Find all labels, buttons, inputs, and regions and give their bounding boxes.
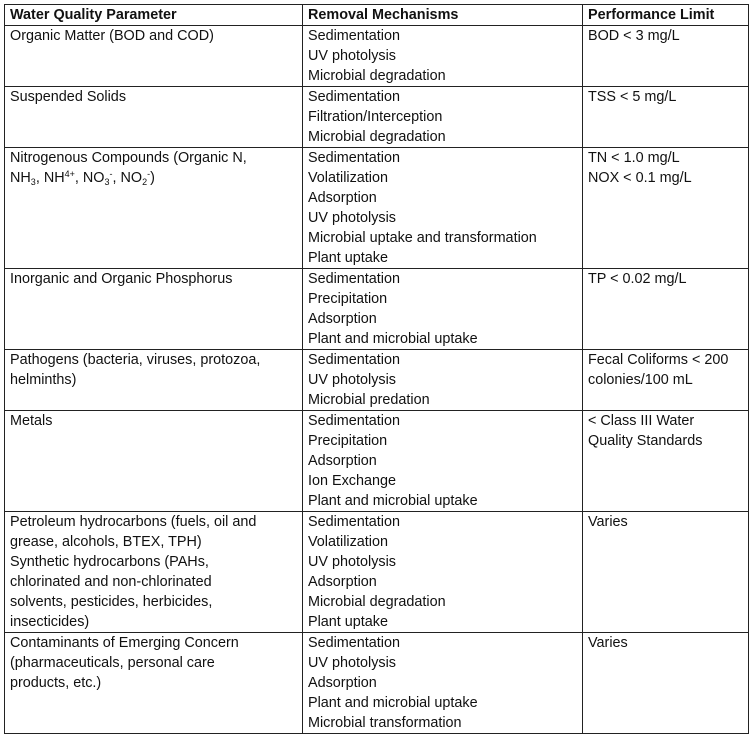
- parameter-text: insecticides): [10, 614, 90, 630]
- limit-cell: [583, 26, 749, 87]
- limit-text: NOX < 0.1 mg/L: [588, 170, 692, 186]
- mechanisms-cell: [303, 411, 583, 512]
- mechanism-item: Filtration/Interception: [308, 109, 443, 125]
- parameter-text: products, etc.): [10, 675, 102, 691]
- limit-text: TP < 0.02 mg/L: [588, 271, 687, 287]
- parameter-cell: [5, 350, 303, 411]
- mechanism-item: Adsorption: [308, 574, 377, 590]
- parameter-cell: [5, 269, 303, 350]
- mechanism-item: Plant uptake: [308, 250, 389, 266]
- mechanism-item: Adsorption: [308, 311, 377, 327]
- parameter-cell: [5, 633, 303, 734]
- mechanism-item: Volatilization: [308, 534, 388, 550]
- mechanisms-cell: [303, 26, 583, 87]
- parameter-text: Organic Matter (BOD and COD): [10, 28, 214, 44]
- limit-text: < Class III Water: [588, 413, 695, 429]
- no3-base: NO: [82, 170, 105, 186]
- table-row: [5, 269, 749, 350]
- mechanism-item: Plant and microbial uptake: [308, 331, 478, 347]
- mechanism-item: Adsorption: [308, 453, 377, 469]
- limit-cell: [583, 350, 749, 411]
- mechanisms-cell: [303, 512, 583, 633]
- mechanism-item: Volatilization: [308, 170, 388, 186]
- limit-cell: [583, 633, 749, 734]
- nh4-sup: 4+: [64, 169, 75, 179]
- table-row: [5, 411, 749, 512]
- limit-text: TN < 1.0 mg/L: [588, 150, 680, 166]
- table-row: [5, 87, 749, 148]
- mechanism-item: Microbial uptake and transformation: [308, 230, 537, 246]
- no2-sup: -: [147, 169, 151, 179]
- mechanisms-cell: [303, 350, 583, 411]
- mechanism-item: Adsorption: [308, 675, 377, 691]
- parameter-text: Pathogens (bacteria, viruses, protozoa,: [10, 352, 261, 368]
- parameter-text: chlorinated and non-chlorinated: [10, 574, 212, 590]
- separator: ,: [74, 170, 83, 186]
- mechanism-item: Sedimentation: [308, 635, 401, 651]
- limit-text: TSS < 5 mg/L: [588, 89, 677, 105]
- no3-sub: 3: [104, 177, 110, 187]
- parameter-cell: [5, 512, 303, 633]
- mechanisms-cell: [303, 633, 583, 734]
- mechanism-item: Sedimentation: [308, 89, 401, 105]
- mechanism-item: Sedimentation: [308, 271, 401, 287]
- mechanism-item: Sedimentation: [308, 150, 401, 166]
- limit-text: colonies/100 mL: [588, 372, 693, 388]
- nh4-base: NH: [43, 170, 65, 186]
- mechanism-item: Sedimentation: [308, 413, 401, 429]
- mechanism-item: Microbial degradation: [308, 129, 446, 145]
- mechanism-item: UV photolysis: [308, 210, 396, 226]
- mechanism-item: Plant and microbial uptake: [308, 695, 478, 711]
- parameter-chemical-formulas: [10, 168, 297, 188]
- separator: ,: [112, 170, 121, 186]
- parameter-text: Contaminants of Emerging Concern: [10, 635, 239, 651]
- mechanism-item: Plant uptake: [308, 614, 389, 630]
- mechanisms-cell: [303, 87, 583, 148]
- parameter-cell: [5, 148, 303, 269]
- mechanism-item: Precipitation: [308, 291, 388, 307]
- mechanism-item: Sedimentation: [308, 514, 401, 530]
- no3-sup: -: [109, 169, 113, 179]
- parameter-text: solvents, pesticides, herbicides,: [10, 594, 213, 610]
- parameter-text: Synthetic hydrocarbons (PAHs,: [10, 554, 209, 570]
- mechanism-item: Microbial transformation: [308, 715, 462, 731]
- mechanisms-cell: [303, 269, 583, 350]
- limit-cell: [583, 512, 749, 633]
- header-mechanisms: Removal Mechanisms: [303, 5, 583, 26]
- mechanism-item: UV photolysis: [308, 372, 396, 388]
- table-row: [5, 148, 749, 269]
- parameter-text: helminths): [10, 372, 77, 388]
- limit-text: Quality Standards: [588, 433, 703, 449]
- mechanism-item: Microbial predation: [308, 392, 430, 408]
- mechanism-item: Microbial degradation: [308, 594, 446, 610]
- header-limit: Performance Limit: [583, 5, 749, 26]
- mechanism-item: Plant and microbial uptake: [308, 493, 478, 509]
- mechanism-item: Sedimentation: [308, 352, 401, 368]
- water-quality-table: [4, 4, 749, 734]
- table-row: [5, 633, 749, 734]
- parameter-cell: [5, 26, 303, 87]
- mechanisms-cell: [303, 148, 583, 269]
- table-row: [5, 512, 749, 633]
- table-row: [5, 26, 749, 87]
- limit-text: Varies: [588, 514, 628, 530]
- nh3-sub: 3: [30, 177, 36, 187]
- limit-cell: [583, 87, 749, 148]
- no2-base: NO: [120, 170, 143, 186]
- mechanism-item: UV photolysis: [308, 48, 396, 64]
- limit-cell: [583, 411, 749, 512]
- table-header-row: [5, 5, 749, 26]
- parameter-cell: [5, 411, 303, 512]
- parameter-text: Inorganic and Organic Phosphorus: [10, 271, 233, 287]
- parameter-text: Petroleum hydrocarbons (fuels, oil and: [10, 514, 257, 530]
- limit-text: Fecal Coliforms < 200: [588, 352, 729, 368]
- limit-cell: [583, 148, 749, 269]
- parameter-text: (pharmaceuticals, personal care: [10, 655, 215, 671]
- limit-cell: [583, 269, 749, 350]
- parameter-text: Metals: [10, 413, 53, 429]
- no2-sub: 2: [142, 177, 148, 187]
- mechanism-item: Precipitation: [308, 433, 388, 449]
- parameter-text: grease, alcohols, BTEX, TPH): [10, 534, 202, 550]
- nh3-base: NH: [10, 170, 31, 186]
- limit-text: Varies: [588, 635, 628, 651]
- mechanism-item: Ion Exchange: [308, 473, 397, 489]
- header-parameter: Water Quality Parameter: [5, 5, 303, 26]
- mechanism-item: Sedimentation: [308, 28, 401, 44]
- parameter-text: Suspended Solids: [10, 89, 127, 105]
- parameter-text: Nitrogenous Compounds (Organic N,: [10, 150, 247, 166]
- mechanism-item: Microbial degradation: [308, 68, 446, 84]
- table-row: [5, 350, 749, 411]
- mechanism-item: UV photolysis: [308, 554, 396, 570]
- mechanism-item: UV photolysis: [308, 655, 396, 671]
- mechanism-item: Adsorption: [308, 190, 377, 206]
- separator: ,: [35, 170, 44, 186]
- close-paren: ): [150, 170, 155, 186]
- parameter-cell: [5, 87, 303, 148]
- limit-text: BOD < 3 mg/L: [588, 28, 680, 44]
